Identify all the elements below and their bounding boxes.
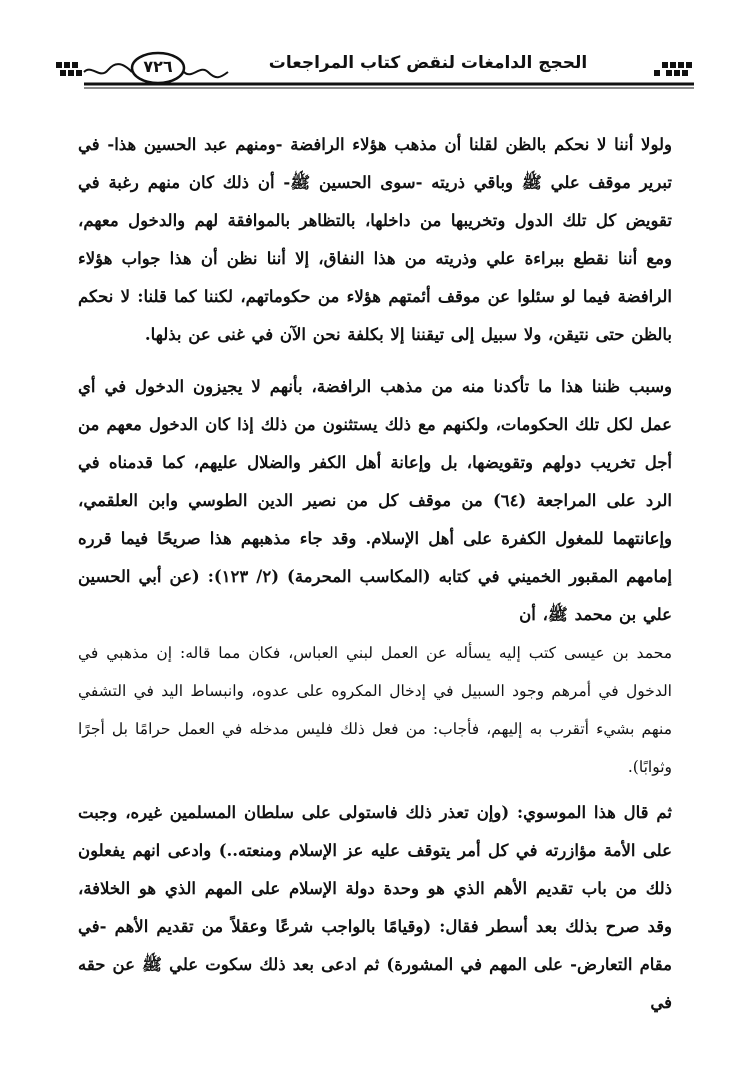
paragraph: ولولا أننا لا نحكم بالظن لقلنا أن مذهب هؤلاء الرافضة -ومنهم عبد الحسين هذا- في تبرير موقف علي ﷺ وباقي ذريته -سوى الحسين ﷺ- أن ذلك كان منهم رغبة في تقويض كل تلك الدول وتخريبها من داخلها، بالتظاهر بالموافقة لهم والدخول معهم، ومع أننا نقطع ببراءة علي وذريته من هذا النفاق، إلا أننا نظن أن هذا جواب هؤلاء الرافضة فيما لو سئلوا عن موقف أئمتهم هؤلاء من حكوماتهم، لكننا كما قلنا: لا نحكم بالظن حتى نتيقن، ولا سبيل إلى تيقننا إلا بكلفة نحن الآن في غنى عن بذلها. (78, 135, 672, 344)
page-number: ٧٢٦ (143, 57, 173, 76)
running-title: الحجج الدامغات لنقض كتاب المراجعات (268, 53, 588, 73)
body-text (78, 126, 672, 1022)
paragraph: وسبب ظننا هذا ما تأكدنا منه من مذهب الرافضة، بأنهم لا يجيزون الدخول في أي عمل لكل تلك الحكومات، ولكنهم مع ذلك يستثنون من ذلك إذا كان الدخول معهم من أجل تخريب دولهم وتقويضها، بل وإعانة أهل الكفر والضلال عليهم، كما قدمناه في الرد على المراجعة (٦٤) من موقف كل من نصير الدين الطوسي وابن العلقمي، وإعانتهما للمغول الكفرة على أهل الإسلام. وقد جاء مذهبهم هذا صريحًا فيما قرره إمامهم المقبور الخميني في كتابه (المكاسب المحرمة) (٢/ ١٢٣): (عن أبي الحسين علي بن محمد ﷺ، أن (78, 377, 672, 624)
page-header (48, 50, 700, 94)
paragraph-quote: محمد بن عيسى كتب إليه يسأله عن العمل لبني العباس، فكان مما قاله: إن مذهبي في الدخول في أمرهم وجود السبيل في إدخال المكروه على عدوه، وانبساط اليد في التشفي منهم بشيء أتقرب به إليهم، فأجاب: من فعل ذلك فليس مدخله في العمل حرامًا بل أجرًا وثوابًا). (78, 644, 672, 776)
paragraph: ثم قال هذا الموسوي: (وإن تعذر ذلك فاستولى على سلطان المسلمين غيره، وجبت على الأمة مؤازرته في كل أمر يتوقف عليه عز الإسلام ومنعته..) وادعى انهم يفعلون ذلك من باب تقديم الأهم الذي هو وحدة دولة الإسلام على المهم الذي هو الخلافة، وقد صرح بذلك بعد أسطر فقال: (وقيامًا بالواجب شرعًا وعقلاً من تقديم الأهم -في مقام التعارض- على المهم في المشورة) ثم ادعى بعد ذلك سكوت علي ﷺ عن حقه في (78, 803, 672, 1012)
